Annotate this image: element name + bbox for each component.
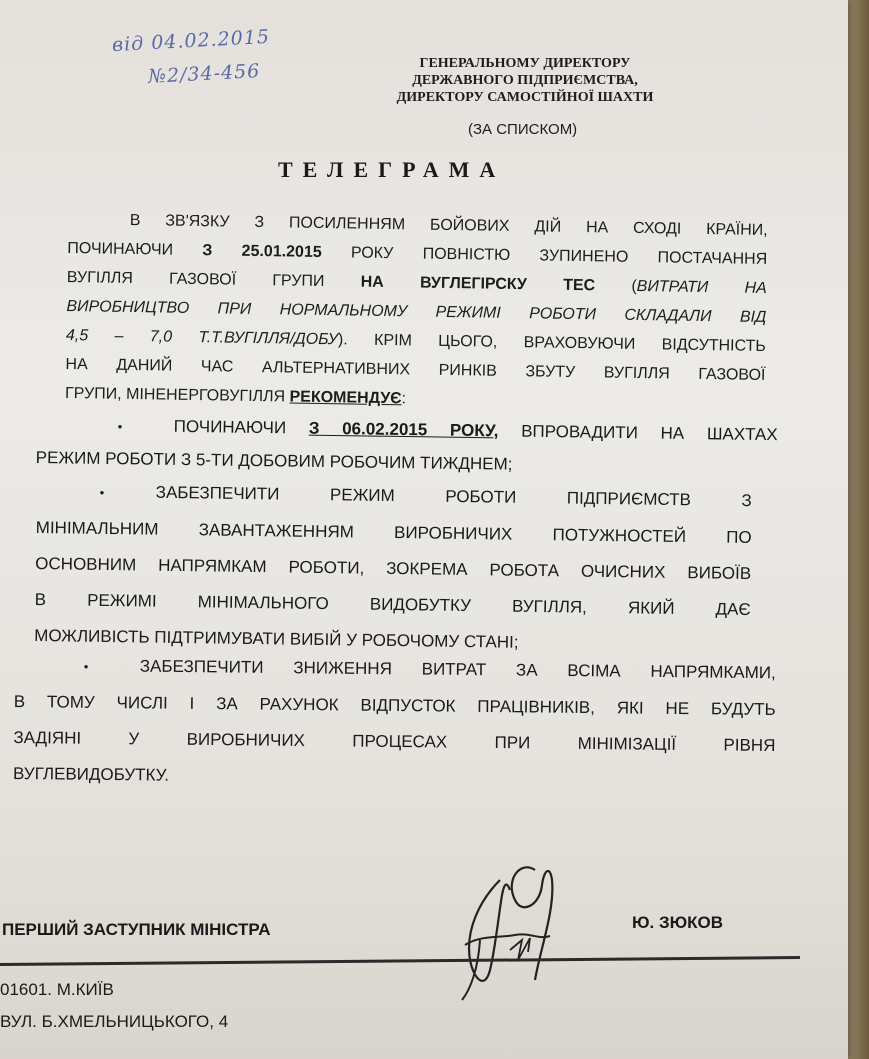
bullet-dot-icon: • <box>99 484 105 500</box>
bullet-line: • ЗАБЕЗПЕЧИТИ РЕЖИМ РОБОТИ ПІДПРИЄМСТВ З <box>99 474 751 520</box>
bullet-line: ОСНОВНИМ НАПРЯМКАМ РОБОТИ, ЗОКРЕМА РОБОТА ОЧИСНИХ ВИБОЇВ <box>35 553 752 583</box>
addressee-block <box>360 55 690 106</box>
addressee-line-1: ГЕНЕРАЛЬНОМУ ДИРЕКТОРУ <box>419 56 631 71</box>
handwritten-date: від 04.02.2015 <box>111 25 271 57</box>
bullet-line: • ЗАБЕЗПЕЧИТИ ЗНИЖЕННЯ ВИТРАТ ЗА ВСІМА НАПРЯМКАМИ, <box>84 648 776 692</box>
footer-divider <box>0 956 800 966</box>
signatory-position: ПЕРШИЙ ЗАСТУПНИК МІНІСТРА <box>2 920 271 939</box>
body-line: ПОЧИНАЮЧИ З 25.01.2015 РОКУ ПОВНІСТЮ ЗУПИНЕНО ПОСТАЧАННЯ <box>67 239 768 268</box>
bullet-line: ЗАДІЯНІ У ВИРОБНИЧИХ ПРОЦЕСАХ ПРИ МІНІМІЗАЦІЇ РІВНЯ <box>13 727 776 755</box>
bullet-line: В РЕЖИМІ МІНІМАЛЬНОГО ВИДОБУТКУ ВУГІЛЛЯ, ЯКИЙ ДАЄ <box>34 589 751 619</box>
footer-street: ВУЛ. Б.ХМЕЛЬНИЦЬКОГО, 4 <box>0 1012 229 1031</box>
bullet-line: МОЖЛИВІСТЬ ПІДТРИМУВАТИ ВИБІЙ У РОБОЧОМУ СТАНІ; <box>34 625 519 652</box>
bullet-line: РЕЖИМ РОБОТИ З 5-ТИ ДОБОВИМ РОБОЧИМ ТИЖДНЕМ; <box>35 447 513 474</box>
body-line: В ЗВ'ЯЗКУ З ПОСИЛЕННЯМ БОЙОВИХ ДІЙ НА СХОДІ КРАЇНИ, <box>129 211 768 239</box>
bullet-item-3-cont <box>13 684 776 800</box>
body-line: ВИРОБНИЦТВО ПРИ НОРМАЛЬНОМУ РЕЖИМІ РОБОТИ СКЛАДАЛИ ВІД <box>66 297 767 326</box>
footer-city: 01601. М.КИЇВ <box>0 980 114 999</box>
signatory-name: Ю. ЗЮКОВ <box>632 913 724 932</box>
bullet-line: • ПОЧИНАЮЧИ З 06.02.2015 РОКУ, ВПРОВАДИТИ НА ШАХТАХ <box>117 408 777 454</box>
document-title: ТЕЛЕГРАМА <box>278 157 506 182</box>
addressee-line-3: ДИРЕКТОРУ САМОСТІЙНОЇ ШАХТИ <box>396 90 654 105</box>
bullet-item-2-cont <box>34 510 752 664</box>
bullet-line: МІНІМАЛЬНИМ ЗАВАНТАЖЕННЯМ ВИРОБНИЧИХ ПОТУЖНОСТЕЙ ПО <box>35 517 752 547</box>
bullet-line: В ТОМУ ЧИСЛІ І ЗА РАХУНОК ВІДПУСТОК ПРАЦІВНИКІВ, ЯКІ НЕ БУДУТЬ <box>13 691 776 719</box>
body-paragraph <box>65 205 768 419</box>
bullet-line: ВУГЛЕВИДОБУТКУ. <box>12 763 170 785</box>
body-line: ВУГІЛЛЯ ГАЗОВОЇ ГРУПИ НА ВУГЛЕГІРСКУ ТЕС (ВИТРАТИ НА <box>66 268 767 297</box>
addressee-list-note: (ЗА СПИСКОМ) <box>468 121 578 138</box>
handwritten-signature <box>440 840 590 1010</box>
bullet-dot-icon: • <box>83 658 89 674</box>
addressee-line-2: ДЕРЖАВНОГО ПІДПРИЄМСТВА, <box>412 73 638 88</box>
body-line: 4,5 – 7,0 Т.Т.ВУГІЛЛЯ/ДОБУ). КРІМ ЦЬОГО, ВРАХОВУЮЧИ ВІДСУТНІСТЬ <box>65 326 767 355</box>
body-line: ГРУПИ, МІНЕНЕРГОВУГІЛЛЯ РЕКОМЕНДУЄ: <box>64 384 407 408</box>
bullet-dot-icon: • <box>117 418 123 434</box>
body-line: НА ДАНИЙ ЧАС АЛЬТЕРНАТИВНИХ РИНКІВ ЗБУТУ ВУГІЛЛЯ ГАЗОВОЇ <box>65 355 766 384</box>
handwritten-number: №2/34-456 <box>147 60 261 88</box>
